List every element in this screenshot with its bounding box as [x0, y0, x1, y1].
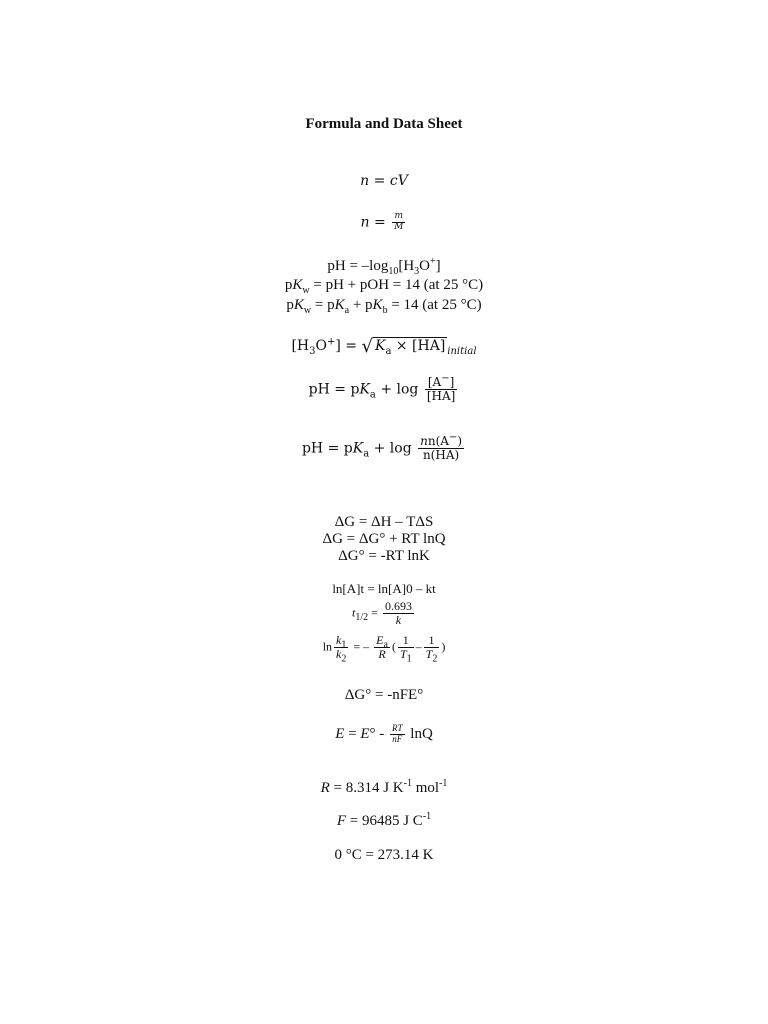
formula-ph-definition: pH = $-\log_{10}[H_3O^+]$ — [327, 256, 441, 277]
constant-gas-constant: R = 8.314 J $K^{-1}$ mol$^{-1}$ — [320, 778, 448, 796]
fraction-one-over-t1: $\frac{1}{T_1}$ — [399, 633, 412, 665]
fraction-m-over-M — [392, 212, 405, 233]
fraction-k1-over-k2: $\frac{k_1}{k_2}$ — [336, 633, 347, 665]
formula-pkw-ph-poh: $pK_w$ = pH + pOH = 14 (at 25 °C) — [284, 277, 484, 296]
formula-moles-concentration: n = cV — [360, 173, 408, 189]
formula-first-order-rate: ln[A]t = ln[A]0 – kt — [332, 581, 436, 596]
formula-gibbs-equilibrium: ΔG° = -RT lnK — [338, 548, 430, 564]
fraction-nA-over-nHA: $\frac{nn(A^-)}{n(HA)}$ — [420, 432, 463, 463]
formula-gibbs-reaction-quotient: ΔG = ΔG° + RT lnQ — [322, 531, 446, 547]
formula-pkw-pka-pkb: $pK_w = pK_a + pK_b = 14$ (at 25 °C) — [286, 297, 482, 316]
formula-h3o-sqrt: $[H_3O^+]$ = √ $K_a \times [HA]$ $_{initial}$ — [291, 336, 477, 357]
symbol-m: m — [394, 211, 404, 221]
formula-henderson-hasselbalch-conc: pH = $pK_a + \log$ $\frac{[A^-]}{[HA]}$ — [308, 373, 456, 404]
fraction-half-life: $\frac{0.693}{k}$ — [384, 599, 412, 628]
formula-arrhenius: ln $\frac{k_1}{k_2}$ = – $\frac{E_a}{R}$ ( $\frac{1}{T_1}$ – $\frac{1}{T_2}$ ) — [322, 633, 446, 665]
formula-half-life: $t_{1/2}$ = $\frac{0.693}{k}$ — [352, 599, 412, 628]
fraction-rt-over-nf: $\frac{RT}{nF}$ — [392, 723, 403, 744]
page-title: Formula and Data Sheet — [305, 116, 463, 132]
constant-zero-celsius: 0 °C = 273.14 K — [334, 847, 434, 863]
symbol-n: n — [360, 173, 370, 189]
constant-faraday: F = 96485 J $C^{-1}$ — [336, 811, 432, 829]
formula-gibbs-cell: ΔG° = -nFE° — [344, 687, 424, 703]
symbol-M: M — [394, 221, 404, 232]
symbol-v: V — [397, 173, 408, 189]
fraction-ea-over-r: $\frac{E_a}{R}$ — [376, 633, 388, 662]
symbol-c: c — [389, 173, 398, 189]
formula-nernst: E = E° - $\frac{RT}{nF}$ lnQ — [335, 723, 433, 744]
square-root: √ $K_a \times [HA]$ — [361, 336, 446, 357]
formula-moles-mass: n = $\frac{m}{M}$ — [360, 211, 404, 232]
fraction-one-over-t2: $\frac{1}{T_2}$ — [425, 633, 438, 665]
formula-henderson-hasselbalch-moles: pH = $pK_a + \log$ $\frac{nn(A^-)}{n(HA)}$ — [301, 432, 463, 463]
symbol-n: n — [360, 214, 370, 231]
formula-gibbs-enthalpy: ΔG = ΔH – TΔS — [334, 514, 434, 530]
fraction-a-over-ha: $\frac{[A^-]}{[HA]}$ — [426, 373, 456, 404]
